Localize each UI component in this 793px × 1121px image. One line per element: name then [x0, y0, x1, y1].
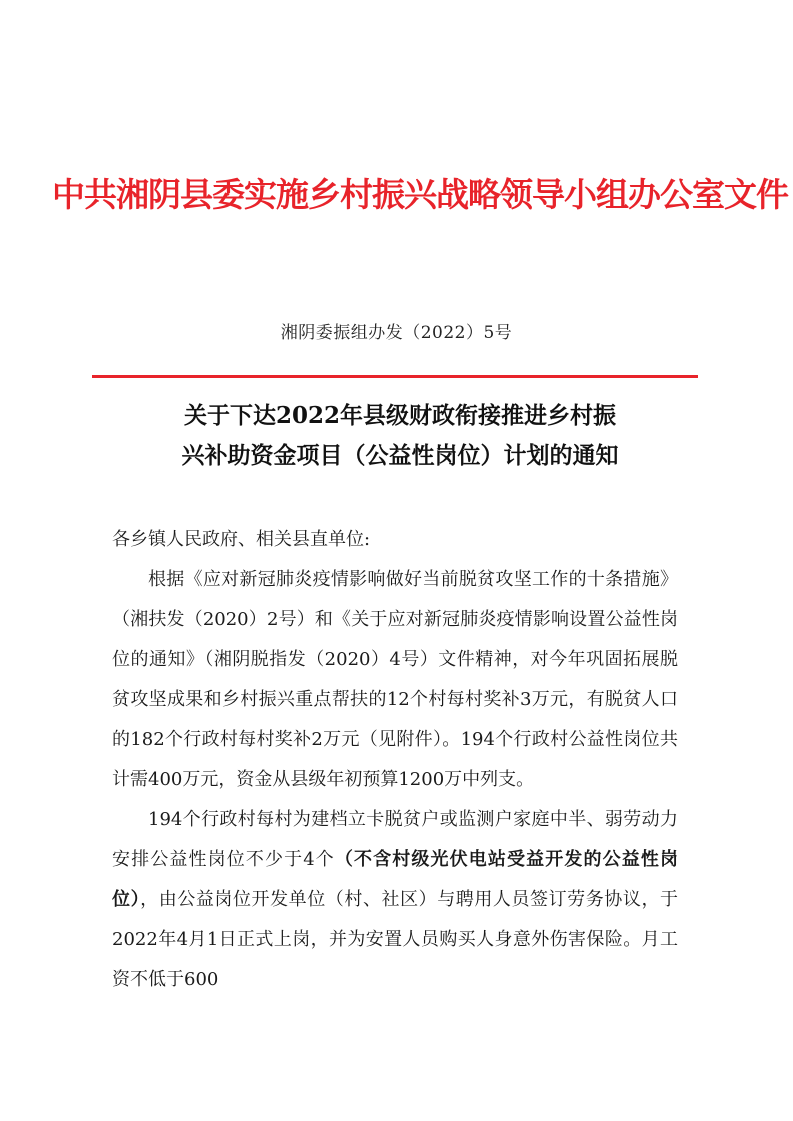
red-divider-line — [92, 375, 698, 378]
notice-title-line-2: 兴补助资金项目（公益性岗位）计划的通知 — [181, 442, 619, 469]
notice-title — [110, 396, 690, 476]
notice-body — [112, 520, 678, 1000]
paragraph-2-end: ，由公益岗位开发单位（村、社区）与聘用人员签订劳务协议，于2022年4月1日正式上岗，并为安置人员购买人身意外伤害保险。月工资不低于600 — [112, 889, 679, 990]
salutation: 各乡镇人民政府、相关县直单位: — [112, 529, 371, 550]
paragraph-1: 根据《应对新冠肺炎疫情影响做好当前脱贫攻坚工作的十条措施》（湘扶发（2020）2号）和《关于应对新冠肺炎疫情影响设置公益性岗位的通知》（湘阴脱指发（2020）4号）文件精神，对今年巩固拓展脱贫攻坚成果和乡村振兴重点帮扶的12个村每村奖补3万元，有脱贫人口的182个行政村每村奖补2万元（见附件）。194个行政村公益性岗位共计需400万元，资金从县级年初预算1200万中列支。 — [112, 569, 678, 790]
document-number: 湘阴委振组办发（2022）5号 — [280, 323, 513, 343]
paragraph-2 — [112, 800, 678, 1000]
issuing-office-title: 中共湘阴县委实施乡村振兴战略领导小组办公室文件 — [52, 175, 788, 214]
paragraph-2-start: 194个行政村每村为建档立卡脱贫户或监测户家庭中半、弱劳动力安排公益性岗位不少于4个 — [112, 809, 678, 870]
notice-title-line-1: 关于下达2022年县级财政衔接推进乡村振 — [183, 402, 616, 429]
paragraph-2-bold-note: （不含村级光伏电站受益开发的公益性岗位） — [112, 849, 678, 910]
